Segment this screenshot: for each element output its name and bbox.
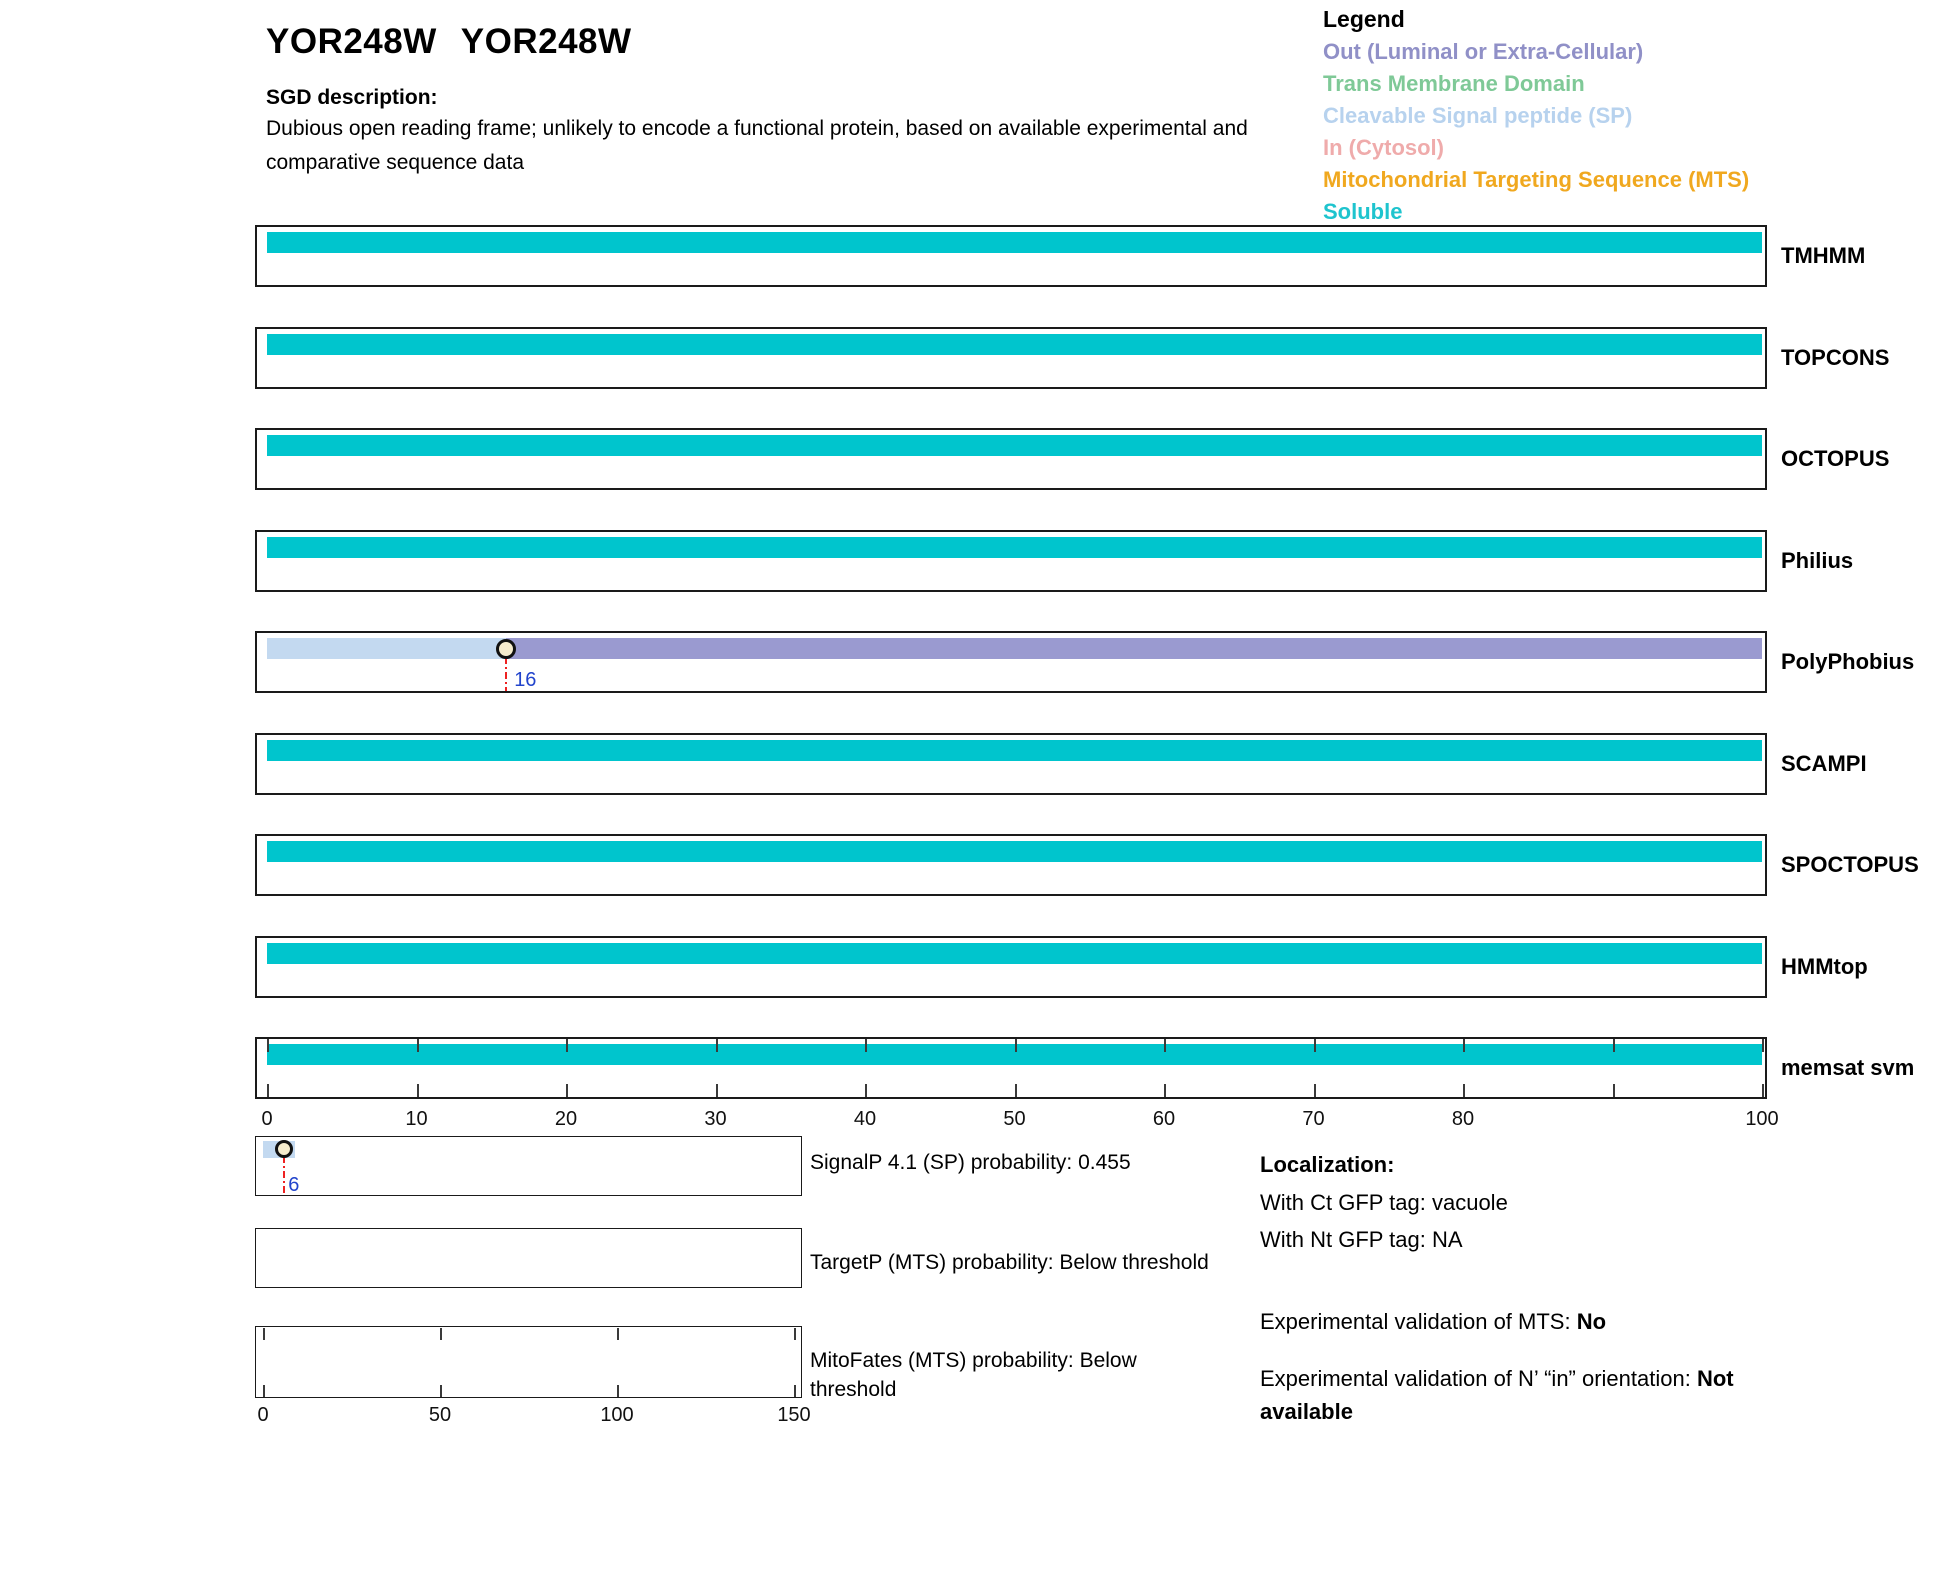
nt-gfp-localization: With Nt GFP tag: NA [1260, 1227, 1463, 1252]
panel-label-mitofates: MitoFates (MTS) probability: Below threshold [810, 1349, 1137, 1401]
axis-tick [440, 1328, 442, 1340]
segment-soluble [267, 334, 1762, 355]
axis-tick [617, 1385, 619, 1397]
axis-tick [1314, 1039, 1316, 1052]
axis-tick [1762, 1084, 1764, 1097]
axis-tick-label: 60 [1152, 1108, 1176, 1130]
axis-tick [1015, 1039, 1017, 1052]
legend-items [1323, 36, 1749, 228]
axis-tick [440, 1385, 442, 1397]
axis-tick [617, 1328, 619, 1340]
axis-tick-label: 40 [853, 1108, 877, 1130]
sgd-description-text: Dubious open reading frame; unlikely to encode a functional protein, based on available experimental and comparative sequence data [266, 117, 1248, 175]
panel-label-signalp: SignalP 4.1 (SP) probability: 0.455 [810, 1151, 1131, 1174]
axis-tick [267, 1084, 269, 1097]
axis-tick [263, 1328, 265, 1340]
mts-validation-line [1260, 1305, 1606, 1338]
segment-out [506, 638, 1762, 659]
axis-tick-label: 0 [257, 1404, 269, 1426]
track-label-polyphobius: PolyPhobius [1781, 649, 1915, 674]
axis-tick-label: 100 [1745, 1108, 1779, 1130]
legend-item: Soluble [1323, 199, 1403, 224]
cleavage-site-position: 6 [288, 1174, 300, 1196]
axis-tick [1463, 1084, 1465, 1097]
cleavage-site-position: 16 [514, 669, 537, 691]
axis-tick-label: 80 [1451, 1108, 1475, 1130]
axis-tick [417, 1039, 419, 1052]
track-label-memsat-svm: memsat svm [1781, 1055, 1915, 1080]
cleavage-site-line [505, 657, 507, 691]
segment-sp [267, 638, 506, 659]
segment-soluble [267, 537, 1762, 558]
segment-soluble [267, 740, 1762, 761]
axis-tick [1613, 1039, 1615, 1052]
axis-tick [417, 1084, 419, 1097]
axis-tick [263, 1385, 265, 1397]
axis-tick [1613, 1084, 1615, 1097]
localization-title: Localization: [1260, 1152, 1395, 1177]
axis-tick [1463, 1039, 1465, 1052]
axis-tick [865, 1039, 867, 1052]
track-label-octopus: OCTOPUS [1781, 446, 1890, 471]
segment-soluble [267, 435, 1762, 456]
track-label-topcons: TOPCONS [1781, 345, 1890, 370]
axis-tick [1164, 1084, 1166, 1097]
cleavage-site-line [283, 1156, 285, 1194]
page-title [266, 22, 632, 62]
ct-gfp-localization: With Ct GFP tag: vacuole [1260, 1190, 1508, 1215]
axis-tick [1015, 1084, 1017, 1097]
axis-tick [865, 1084, 867, 1097]
axis-tick-label: 0 [261, 1108, 273, 1130]
axis-tick-label: 50 [1003, 1108, 1026, 1130]
axis-tick-label: 50 [428, 1404, 452, 1426]
legend-item: Cleavable Signal peptide (SP) [1323, 103, 1633, 128]
track-label-tmhmm: TMHMM [1781, 243, 1866, 268]
axis-tick-label: 10 [405, 1108, 428, 1130]
sgd-description-label: SGD description: [266, 86, 438, 109]
axis-tick-label: 100 [600, 1404, 634, 1426]
cleavage-site-marker [496, 639, 516, 659]
legend-item: Trans Membrane Domain [1323, 71, 1585, 96]
panel-box-signalp [255, 1136, 802, 1196]
panel-label-targetp: TargetP (MTS) probability: Below threshold [810, 1251, 1209, 1274]
legend-item: In (Cytosol) [1323, 135, 1444, 160]
legend-title: Legend [1323, 6, 1405, 32]
mts-validation-value: No [1576, 1309, 1607, 1334]
legend-item: Out (Luminal or Extra-Cellular) [1323, 39, 1644, 64]
axis-tick [566, 1039, 568, 1052]
panel-box-mitofates [255, 1326, 802, 1398]
orientation-validation-line [1260, 1362, 1785, 1428]
axis-tick [1314, 1084, 1316, 1097]
track-label-philius: Philius [1781, 548, 1854, 573]
segment-soluble [267, 232, 1762, 253]
axis-tick [566, 1084, 568, 1097]
axis-tick-label: 150 [777, 1404, 811, 1426]
track-label-scampi: SCAMPI [1781, 751, 1867, 776]
axis-tick [1762, 1039, 1764, 1052]
mts-validation-label: Experimental validation of MTS: [1260, 1309, 1577, 1334]
track-label-hmmtop: HMMtop [1781, 954, 1868, 979]
axis-tick [1164, 1039, 1166, 1052]
gene-name: YOR248W [266, 22, 437, 61]
segment-soluble [267, 943, 1762, 964]
track-label-spoctopus: SPOCTOPUS [1781, 852, 1919, 877]
orientation-validation-value: Not available [1260, 1366, 1734, 1424]
panel-box-targetp [255, 1228, 802, 1288]
axis-tick [794, 1328, 796, 1340]
legend [1323, 6, 1749, 228]
orientation-validation-label: Experimental validation of N’ “in” orientation: [1260, 1366, 1697, 1391]
segment-soluble [267, 841, 1762, 862]
axis-tick-label: 70 [1302, 1108, 1325, 1130]
orf-name: YOR248W [460, 22, 632, 61]
legend-item: Mitochondrial Targeting Sequence (MTS) [1323, 167, 1750, 192]
axis-tick [267, 1039, 269, 1052]
axis-tick-label: 30 [704, 1108, 727, 1130]
axis-tick-label: 20 [554, 1108, 578, 1130]
axis-tick [716, 1084, 718, 1097]
axis-tick [716, 1039, 718, 1052]
axis-tick [794, 1385, 796, 1397]
